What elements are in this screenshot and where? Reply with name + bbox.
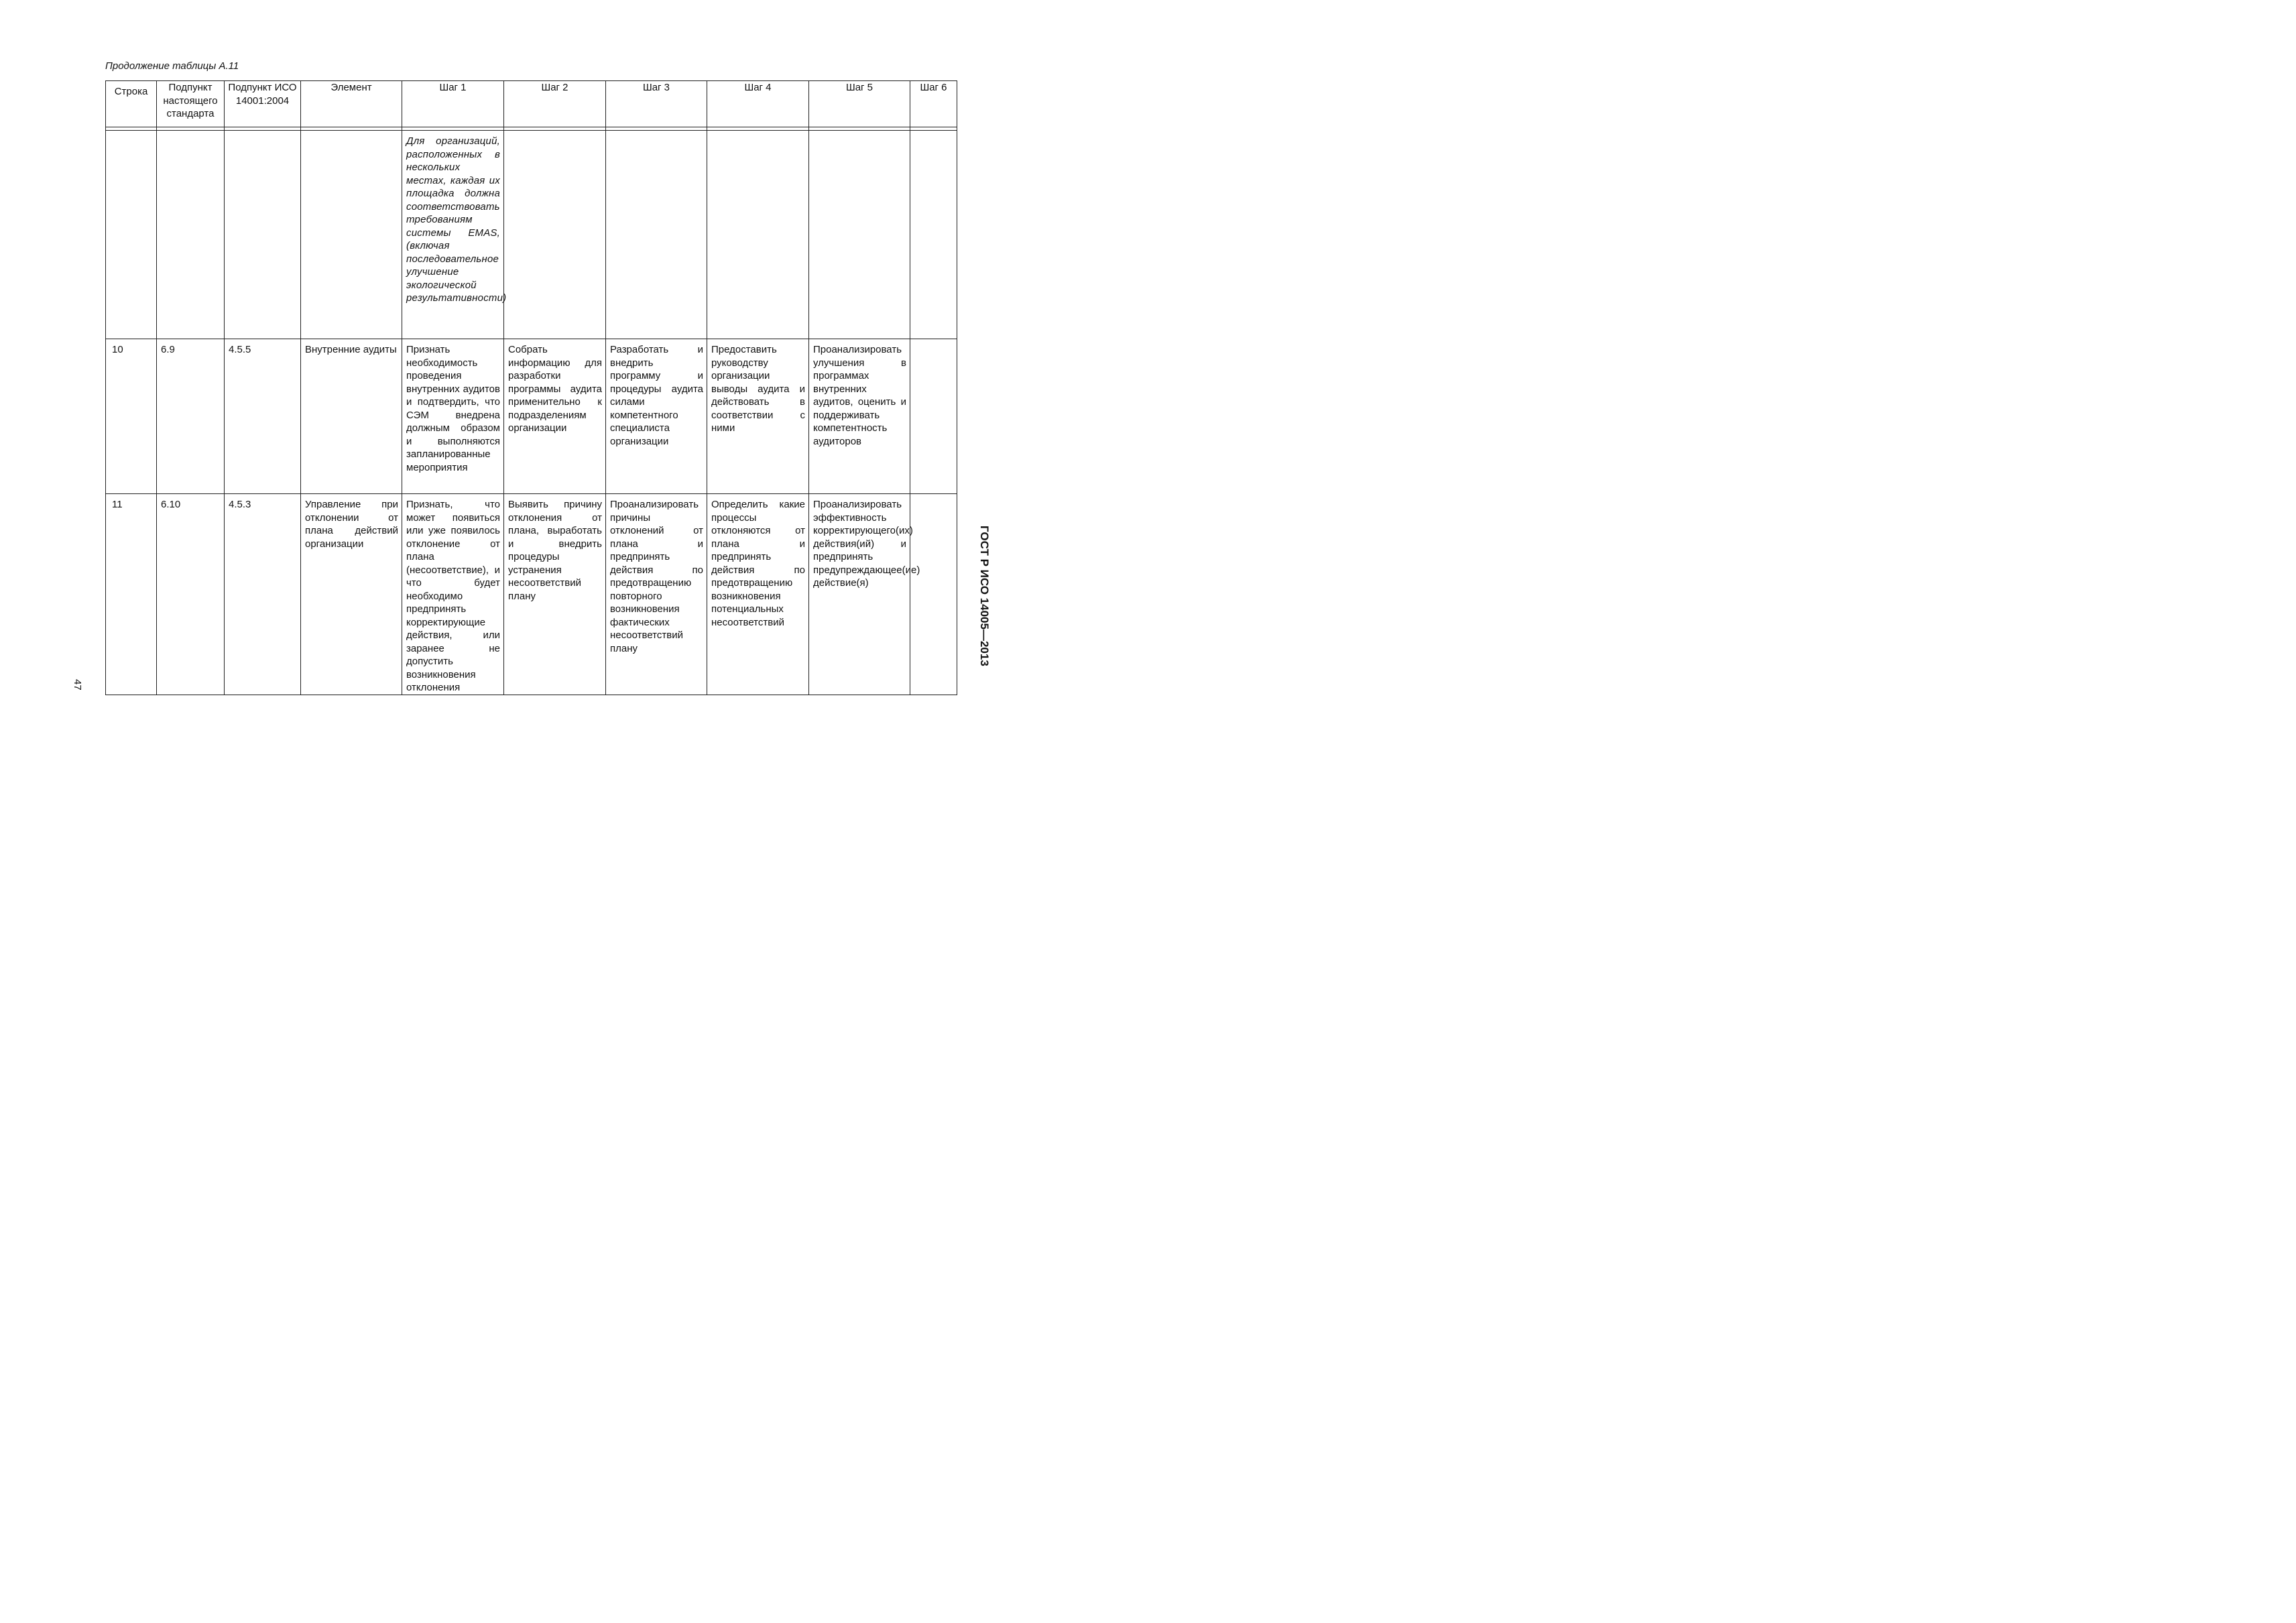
header-step6: Шаг 6 — [910, 81, 957, 127]
subclause-std: 6.10 — [161, 499, 181, 510]
table-row — [106, 494, 957, 695]
element: Управление при отклонении от плана действий организации — [305, 499, 398, 550]
page-number-text: 47 — [72, 679, 83, 690]
row-number: 10 — [112, 344, 123, 355]
header-subclause-iso: Подпункт ИСО 14001:2004 — [225, 81, 301, 127]
table-row — [106, 131, 957, 339]
step6 — [910, 494, 957, 498]
header-step5: Шаг 5 — [809, 81, 910, 127]
header-subclause-std: Подпункт настоящего стандарта — [157, 81, 225, 127]
step1: Признать, что может появиться или уже появилось отклонение от плана (несоответствие), и что будет необходимо предпринять корректирующие действия, или заранее не допустить возникновения отклонения — [406, 499, 500, 693]
note-step1: Для организаций, расположенных в нескольких местах, каждая их площадка должна соответствовать требованиям системы EMAS, (включая последовательное улучшение экологической результативности) — [406, 135, 507, 304]
table-row — [106, 339, 957, 494]
subclause-iso: 4.5.5 — [229, 344, 251, 355]
step5: Проанализировать улучшения в программах внутренних аудитов, оценить и поддерживать компетентность аудиторов — [813, 344, 906, 447]
data-table — [105, 80, 957, 695]
subclause-iso: 4.5.3 — [229, 499, 251, 510]
header-row-number: Строка — [106, 81, 157, 127]
step5: Проанализировать эффективность корректирующего(их) действия(ий) и предпринять предупреждающее(ие) действие(я) — [813, 499, 920, 589]
header-step4: Шаг 4 — [707, 81, 809, 127]
row-number: 11 — [112, 499, 123, 510]
step4: Определить какие процессы отклоняются от плана и предпринять действия по предотвращению возникновения потенциальных несоответствий — [711, 499, 805, 628]
step4: Предоставить руководству организации выводы аудита и действовать в соответствии с ними — [711, 344, 805, 434]
step3: Проанализировать причины отклонений от плана и предпринять действия по предотвращению повторного возникновения фактических несоответствий плану — [610, 499, 703, 654]
header-step3: Шаг 3 — [606, 81, 707, 127]
header-step1: Шаг 1 — [402, 81, 504, 127]
element: Внутренние аудиты — [305, 344, 397, 355]
header-element: Элемент — [301, 81, 402, 127]
step3: Разработать и внедрить программу и процедуры аудита силами компетентного специалиста организации — [610, 344, 703, 447]
table-caption: Продолжение таблицы А.11 — [105, 60, 239, 72]
side-title-text: ГОСТ Р ИСО 14005—2013 — [978, 526, 991, 666]
step6 — [910, 339, 957, 343]
step1: Признать необходимость проведения внутренних аудитов и подтвердить, что СЭМ внедрена должным образом и выполняются запланированные мероприятия — [406, 344, 500, 473]
header-step2: Шаг 2 — [504, 81, 606, 127]
step2: Выявить причину отклонения от плана, выработать и внедрить процедуры устранения несоответствий плану — [508, 499, 602, 602]
step2: Собрать информацию для разработки программы аудита применительно к подразделениям организации — [508, 344, 602, 434]
header-row — [106, 81, 957, 127]
subclause-std: 6.9 — [161, 344, 175, 355]
